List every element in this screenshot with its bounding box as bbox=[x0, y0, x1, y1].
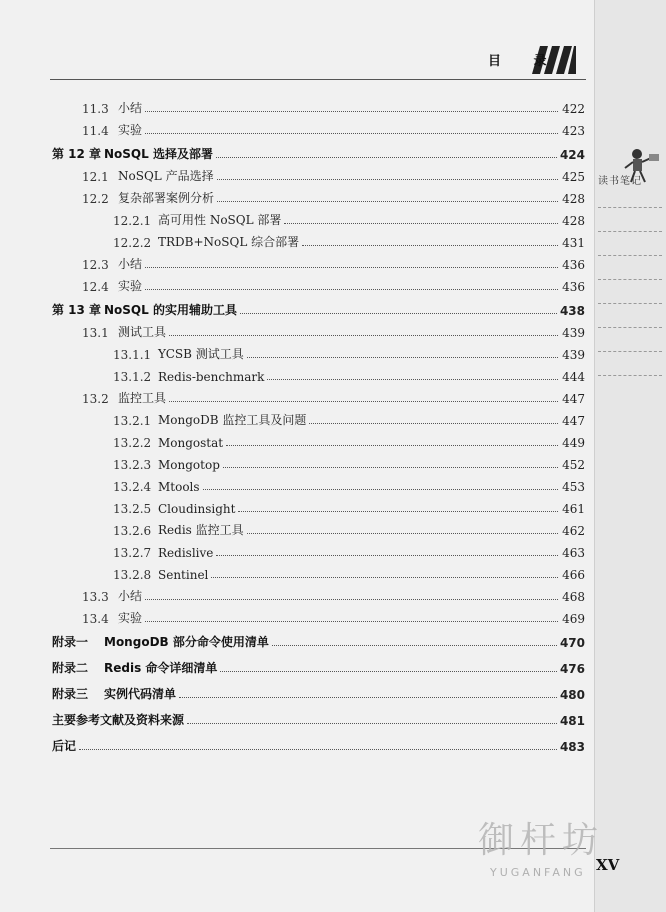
toc-entry[interactable] bbox=[52, 656, 585, 676]
toc-entry-title: 复杂部署案例分析 bbox=[118, 191, 215, 205]
toc-entry-title: Redislive bbox=[158, 546, 214, 560]
toc-entry-number: 13.3 bbox=[82, 590, 109, 604]
page-title: 目 录 bbox=[488, 54, 561, 69]
toc-entry-title: 实验 bbox=[118, 279, 143, 293]
toc-entry-number: 13.2.2 bbox=[113, 436, 152, 450]
toc-entry-leader-dots bbox=[79, 749, 557, 750]
toc-entry-title: Sentinel bbox=[158, 568, 209, 582]
toc-entry[interactable] bbox=[52, 630, 585, 650]
toc-entry-page: 470 bbox=[559, 636, 585, 650]
toc-entry-page: 438 bbox=[559, 304, 585, 318]
toc-entry-page: 444 bbox=[562, 370, 585, 384]
toc-entry-page: 436 bbox=[562, 280, 585, 294]
toc-entry-title: 小结 bbox=[118, 101, 143, 115]
toc-entry-leader-dots bbox=[179, 697, 557, 698]
toc-entry[interactable] bbox=[113, 430, 585, 450]
toc-entry-page: 428 bbox=[562, 214, 585, 228]
note-line bbox=[598, 279, 662, 280]
toc-entry-leader-dots bbox=[220, 671, 557, 672]
toc-entry[interactable] bbox=[82, 186, 585, 206]
toc-entry[interactable] bbox=[82, 274, 585, 294]
toc-entry[interactable] bbox=[52, 142, 585, 162]
toc-entry-number: 12.4 bbox=[82, 280, 109, 294]
toc-entry[interactable] bbox=[52, 298, 585, 318]
toc-entry-leader-dots bbox=[217, 201, 558, 202]
toc-entry-number: 12.3 bbox=[82, 258, 109, 272]
toc-entry[interactable] bbox=[82, 584, 585, 604]
toc-entry-title: Mongostat bbox=[158, 436, 224, 450]
toc-entry-title: 高可用性 NoSQL 部署 bbox=[158, 213, 282, 227]
toc-entry-number: 附录一 bbox=[52, 635, 89, 649]
toc-entry-title: NoSQL 产品选择 bbox=[118, 169, 214, 183]
toc-entry[interactable] bbox=[82, 606, 585, 626]
toc-entry-title: 实例代码清单 bbox=[104, 687, 177, 701]
toc-entry-leader-dots bbox=[145, 621, 558, 622]
toc-entry-title: Redis 命令详细清单 bbox=[104, 661, 218, 675]
toc-entry-title: 小结 bbox=[118, 589, 143, 603]
note-line bbox=[598, 231, 662, 232]
toc-entry-number: 13.2 bbox=[82, 392, 109, 406]
note-line bbox=[598, 207, 662, 208]
toc-entry-title: 测试工具 bbox=[118, 325, 167, 339]
toc-entry-leader-dots bbox=[240, 313, 557, 314]
toc-entry[interactable] bbox=[113, 364, 585, 384]
toc-entry-leader-dots bbox=[238, 511, 558, 512]
toc-entry[interactable] bbox=[113, 474, 585, 494]
toc-entry-page: 439 bbox=[562, 348, 585, 362]
toc-entry-number: 12.2.1 bbox=[113, 214, 152, 228]
toc-entry-leader-dots bbox=[203, 489, 558, 490]
toc-entry-leader-dots bbox=[145, 111, 558, 112]
toc-entry[interactable] bbox=[82, 320, 585, 340]
toc-entry-number: 附录二 bbox=[52, 661, 89, 675]
toc-entry-number: 附录三 bbox=[52, 687, 89, 701]
toc-entry-page: 431 bbox=[562, 236, 585, 250]
toc-entry-title: MongoDB 监控工具及问题 bbox=[158, 413, 307, 427]
toc-entry[interactable] bbox=[82, 164, 585, 184]
toc-entry[interactable] bbox=[113, 496, 585, 516]
toc-entry-title: MongoDB 部分命令使用清单 bbox=[104, 635, 269, 649]
toc-entry-leader-dots bbox=[216, 157, 557, 158]
toc-entry-leader-dots bbox=[187, 723, 557, 724]
toc-entry-leader-dots bbox=[145, 289, 558, 290]
toc-entry-page: 468 bbox=[562, 590, 585, 604]
toc-entry-page: 462 bbox=[562, 524, 585, 538]
toc-entry-number: 13.2.1 bbox=[113, 414, 152, 428]
toc-entry[interactable] bbox=[82, 252, 585, 272]
toc-entry-number: 13.2.8 bbox=[113, 568, 152, 582]
toc-entry-page: 449 bbox=[562, 436, 585, 450]
toc-entry-page: 476 bbox=[559, 662, 585, 676]
toc-entry-title: Redis 监控工具 bbox=[158, 523, 244, 537]
toc-entry-number: 13.1.1 bbox=[113, 348, 152, 362]
toc-entry-page: 424 bbox=[559, 148, 585, 162]
toc-entry-title: 后记 bbox=[52, 739, 77, 753]
toc-entry-leader-dots bbox=[145, 267, 558, 268]
toc-entry-page: 481 bbox=[559, 714, 585, 728]
toc-entry-number: 12.1 bbox=[82, 170, 109, 184]
toc-entry-page: 425 bbox=[562, 170, 585, 184]
toc-entry-number: 13.2.6 bbox=[113, 524, 152, 538]
toc-entry[interactable] bbox=[52, 734, 585, 754]
toc-entry-number: 13.2.4 bbox=[113, 480, 152, 494]
toc-entry[interactable] bbox=[113, 408, 585, 428]
notes-side-panel bbox=[594, 0, 666, 912]
toc-entry-title: NoSQL 的实用辅助工具 bbox=[104, 303, 237, 317]
page-number: XV bbox=[596, 856, 620, 874]
note-line bbox=[598, 303, 662, 304]
toc-entry[interactable] bbox=[82, 118, 585, 138]
toc-entry-page: 453 bbox=[562, 480, 585, 494]
watermark-text: YUGANFANG bbox=[490, 866, 586, 879]
toc-entry-leader-dots bbox=[226, 445, 558, 446]
note-line bbox=[598, 327, 662, 328]
toc-entry-leader-dots bbox=[247, 357, 558, 358]
toc-entry-title: Mongotop bbox=[158, 458, 220, 472]
toc-entry-page: 480 bbox=[559, 688, 585, 702]
toc-entry-leader-dots bbox=[169, 401, 558, 402]
toc-entry[interactable] bbox=[52, 708, 585, 728]
toc-entry-leader-dots bbox=[247, 533, 558, 534]
toc-entry-leader-dots bbox=[145, 599, 558, 600]
toc-entry[interactable] bbox=[113, 540, 585, 560]
toc-entry-title: 监控工具 bbox=[118, 391, 167, 405]
note-line bbox=[598, 375, 662, 376]
watermark-logo: 御杆坊 bbox=[478, 820, 605, 861]
toc-entry-page: 452 bbox=[562, 458, 585, 472]
toc-entry-page: 466 bbox=[562, 568, 585, 582]
toc-entry-number: 13.2.3 bbox=[113, 458, 152, 472]
toc-entry-number: 第 12 章 bbox=[52, 147, 102, 161]
toc-entry-title: YCSB 测试工具 bbox=[158, 347, 244, 361]
toc-entry[interactable] bbox=[113, 208, 585, 228]
toc-entry-page: 422 bbox=[562, 102, 585, 116]
toc-entry-number: 11.4 bbox=[82, 124, 109, 138]
toc-entry-title: Mtools bbox=[158, 480, 200, 494]
toc-entry[interactable] bbox=[113, 230, 585, 250]
note-line bbox=[598, 351, 662, 352]
toc-entry-page: 428 bbox=[562, 192, 585, 206]
toc-entry-title: Cloudinsight bbox=[158, 502, 236, 516]
toc-entry-page: 439 bbox=[562, 326, 585, 340]
toc-entry-page: 447 bbox=[562, 392, 585, 406]
toc-entry-title: 实验 bbox=[118, 611, 143, 625]
toc-entry-number: 13.1 bbox=[82, 326, 109, 340]
toc-entry-number: 13.2.5 bbox=[113, 502, 152, 516]
toc-entry-page: 436 bbox=[562, 258, 585, 272]
toc-entry-leader-dots bbox=[267, 379, 558, 380]
toc-entry-number: 11.3 bbox=[82, 102, 109, 116]
toc-entry-title: 主要参考文献及资料来源 bbox=[52, 713, 185, 727]
toc-entry-leader-dots bbox=[169, 335, 558, 336]
header-divider bbox=[50, 79, 586, 80]
toc-entry-leader-dots bbox=[217, 179, 558, 180]
toc-entry[interactable] bbox=[113, 452, 585, 472]
toc-entry-leader-dots bbox=[145, 133, 558, 134]
toc-entry[interactable] bbox=[82, 96, 585, 116]
toc-entry-title: 小结 bbox=[118, 257, 143, 271]
toc-entry-leader-dots bbox=[272, 645, 557, 646]
toc-entry-leader-dots bbox=[284, 223, 558, 224]
toc-entry[interactable] bbox=[113, 342, 585, 362]
toc-entry[interactable] bbox=[52, 682, 585, 702]
toc-entry-page: 469 bbox=[562, 612, 585, 626]
toc-entry-number: 13.1.2 bbox=[113, 370, 152, 384]
toc-entry-page: 447 bbox=[562, 414, 585, 428]
toc-entry-title: Redis-benchmark bbox=[158, 370, 265, 384]
toc-entry-leader-dots bbox=[309, 423, 558, 424]
toc-entry-page: 461 bbox=[562, 502, 585, 516]
toc-entry-page: 423 bbox=[562, 124, 585, 138]
toc-entry-title: 实验 bbox=[118, 123, 143, 137]
toc-entry-leader-dots bbox=[216, 555, 558, 556]
toc-entry-number: 13.4 bbox=[82, 612, 109, 626]
toc-entry-leader-dots bbox=[211, 577, 558, 578]
toc-entry-leader-dots bbox=[302, 245, 558, 246]
toc-entry-title: NoSQL 选择及部署 bbox=[104, 147, 213, 161]
toc-entry-number: 12.2 bbox=[82, 192, 109, 206]
toc-entry[interactable] bbox=[82, 386, 585, 406]
toc-entry-page: 463 bbox=[562, 546, 585, 560]
toc-entry-title: TRDB+NoSQL 综合部署 bbox=[158, 235, 300, 249]
toc-entry-leader-dots bbox=[223, 467, 558, 468]
notes-label: 读书笔记 bbox=[598, 176, 642, 187]
toc-entry[interactable] bbox=[113, 562, 585, 582]
toc-entry-number: 13.2.7 bbox=[113, 546, 152, 560]
toc-entry-number: 第 13 章 bbox=[52, 303, 102, 317]
toc-entry-number: 12.2.2 bbox=[113, 236, 152, 250]
note-line bbox=[598, 255, 662, 256]
toc-entry[interactable] bbox=[113, 518, 585, 538]
toc-entry-page: 483 bbox=[559, 740, 585, 754]
